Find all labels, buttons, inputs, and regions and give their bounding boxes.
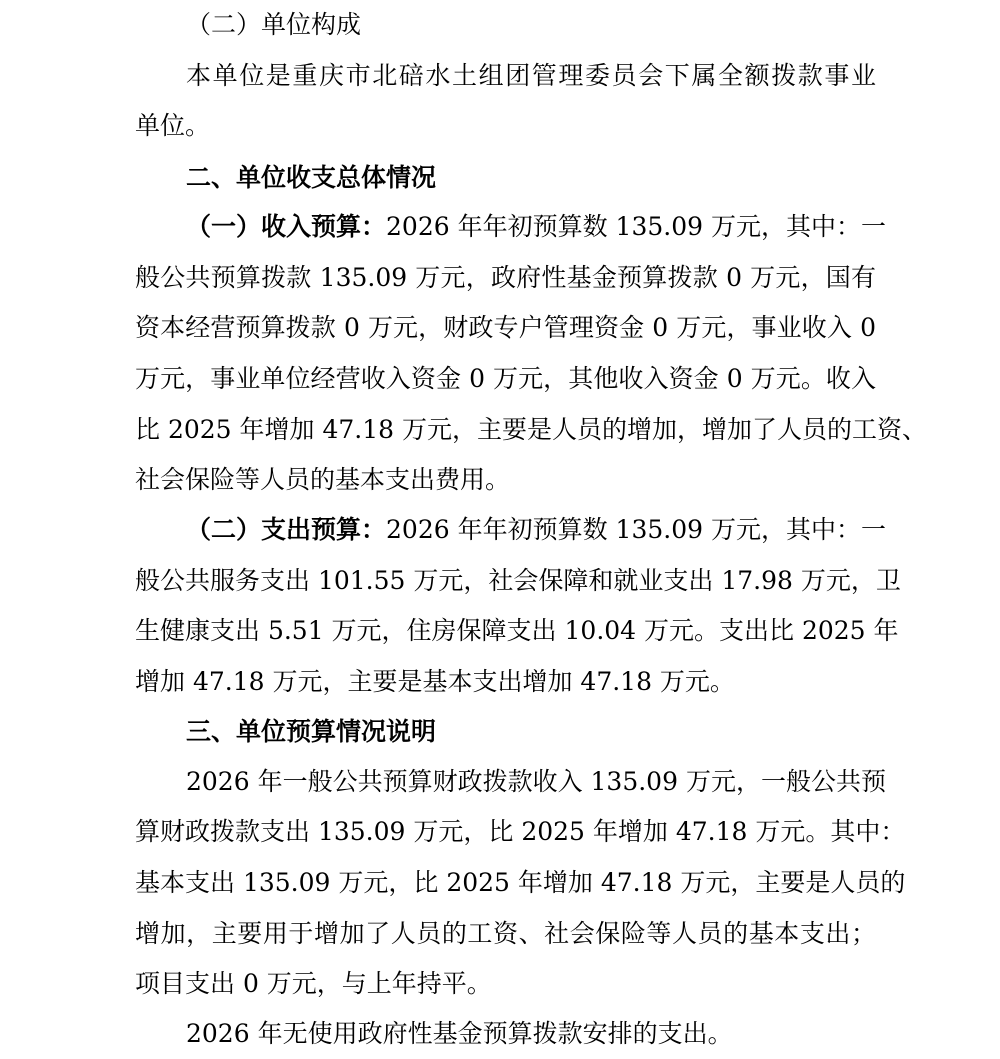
expense-text: 2026 年年初预算数 135.09 万元，其中：一	[386, 515, 886, 544]
paragraph-line: 单位。	[135, 111, 211, 140]
paragraph-line: 增加，主要用于增加了人员的工资、社会保险等人员的基本支出；	[135, 919, 876, 948]
paragraph-line: 资本经营预算拨款 0 万元，财政专户管理资金 0 万元，事业收入 0	[135, 313, 876, 342]
paragraph-line: 万元，事业单位经营收入资金 0 万元，其他收入资金 0 万元。收入	[135, 364, 876, 393]
paragraph-line: 本单位是重庆市北碚水土组团管理委员会下属全额拨款事业	[186, 61, 876, 90]
paragraph-line: 社会保险等人员的基本支出费用。	[135, 465, 511, 494]
paragraph-line: 比 2025 年增加 47.18 万元，主要是人员的增加，增加了人员的工资、	[135, 415, 927, 444]
paragraph-line: 项目支出 0 万元，与上年持平。	[135, 969, 492, 998]
paragraph-line: 增加 47.18 万元，主要是基本支出增加 47.18 万元。	[135, 667, 735, 696]
paragraph-line: 般公共服务支出 101.55 万元，社会保障和就业支出 17.98 万元，卫	[135, 566, 901, 595]
paragraph-line: 生健康支出 5.51 万元，住房保障支出 10.04 万元。支出比 2025 年	[135, 616, 899, 645]
paragraph-line: 算财政拨款支出 135.09 万元，比 2025 年增加 47.18 万元。其中：	[135, 817, 906, 846]
income-text: 2026 年年初预算数 135.09 万元，其中：一	[386, 212, 886, 241]
paragraph-line-income	[186, 202, 886, 252]
paragraph-line: 基本支出 135.09 万元，比 2025 年增加 47.18 万元，主要是人员的	[135, 868, 906, 897]
paragraph-line: 2026 年一般公共预算财政拨款收入 135.09 万元，一般公共预	[186, 767, 886, 796]
section-heading-budget-overview: 二、单位收支总体情况	[186, 163, 437, 192]
paragraph-line-expense	[186, 505, 886, 555]
section-heading-unit-composition: （二）单位构成	[186, 10, 362, 39]
section-heading-budget-explanation: 三、单位预算情况说明	[186, 717, 437, 746]
paragraph-line: 般公共预算拨款 135.09 万元，政府性基金预算拨款 0 万元，国有	[135, 263, 876, 292]
paragraph-line-fund: 2026 年无使用政府性基金预算拨款安排的支出。	[186, 1019, 733, 1048]
expense-label: （二）支出预算：	[186, 515, 387, 544]
income-label: （一）收入预算：	[186, 212, 387, 241]
